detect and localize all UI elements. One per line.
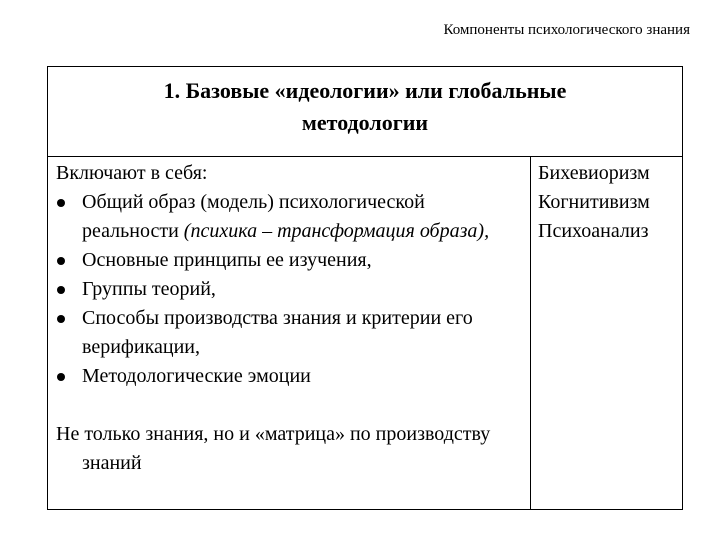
list-item-text: Методологические эмоции [82,365,311,387]
list-item [56,275,526,304]
bullet-icon [57,315,65,323]
list-item-text: Общий образ (модель) психологической реальности [82,191,425,242]
list-item [56,246,526,275]
methodology-table [47,66,683,510]
column-divider [530,157,531,509]
list-item [56,188,526,246]
bullet-icon [57,286,65,294]
example-item: Психоанализ [538,220,649,242]
list-item-text: Способы производства знания и критерии его верификации, [82,307,473,358]
components-cell [56,159,526,478]
example-item: Бихевиоризм [538,162,650,184]
list-item-text: Основные принципы ее изучения, [82,249,372,271]
slide-header-title: Компоненты психологического знания [443,22,690,38]
list-item-italic-text: (психика – трансформация образа), [183,220,490,242]
list-item-text: Группы теорий, [82,278,216,300]
section-title-line1: 1. Базовые «идеологии» или глобальные [163,78,567,103]
bullet-icon [57,257,65,265]
example-item: Когнитивизм [538,191,650,213]
list-item [56,362,526,391]
bullet-icon [57,199,65,207]
bullet-icon [57,373,65,381]
components-list [56,188,526,391]
list-item [56,304,526,362]
components-note: Не только знания, но и «матрица» по производству знаний [56,423,491,474]
table-title-cell [48,67,682,157]
section-title-line2: методологии [301,110,429,135]
components-intro: Включают в себя: [56,162,208,184]
examples-cell [538,159,683,246]
